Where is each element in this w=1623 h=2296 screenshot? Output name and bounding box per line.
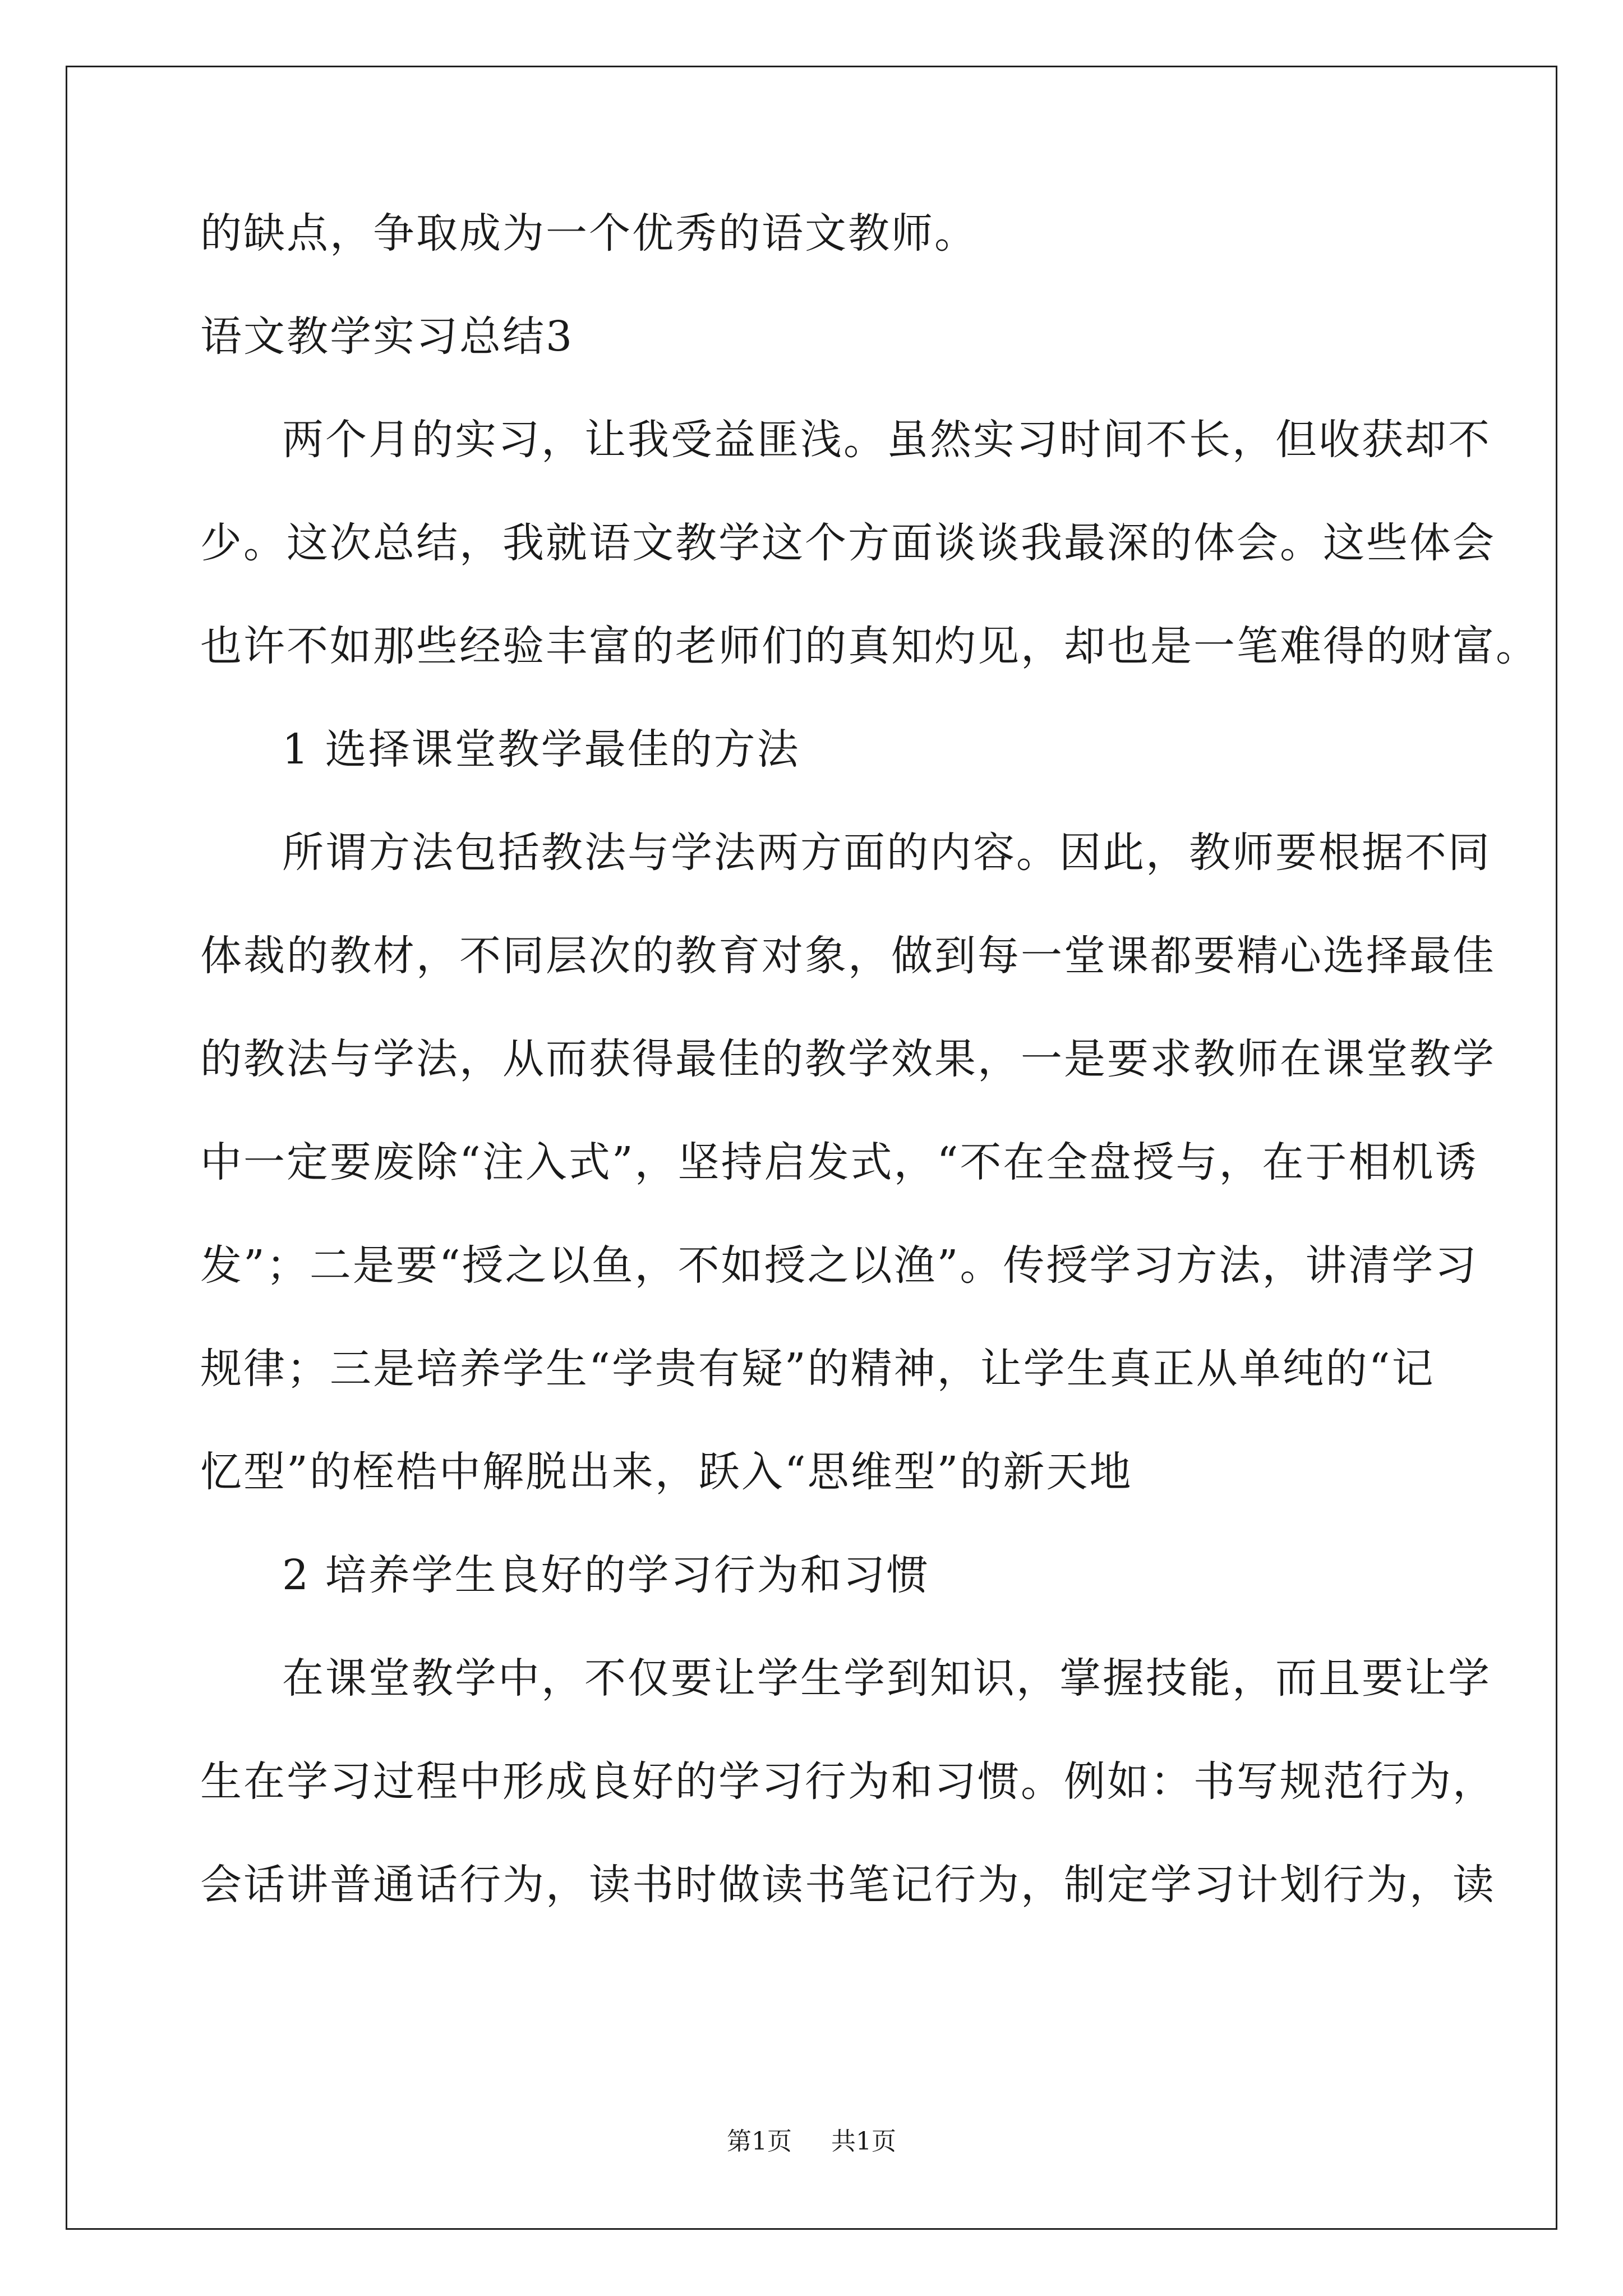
text-line: 忆型”的桎梏中解脱出来，跃入“思维型”的新天地 bbox=[200, 1448, 1133, 1496]
text-line: 生在学习过程中形成良好的学习行为和习惯。例如：书写规范行为， bbox=[200, 1757, 1496, 1806]
text-line: 少。这次总结，我就语文教学这个方面谈谈我最深的体会。这些体会 bbox=[200, 519, 1496, 567]
text-line: 也许不如那些经验丰富的老师们的真知灼见，却也是一笔难得的财富。 bbox=[200, 622, 1539, 670]
text-line: 规律；三是培养学生“学贵有疑”的精神，让学生真正从单纯的“记 bbox=[200, 1345, 1435, 1393]
text-line: 中一定要废除“注入式”，坚持启发式，“不在全盘授与，在于相机诱 bbox=[200, 1138, 1478, 1186]
text-line: 的缺点，争取成为一个优秀的语文教师。 bbox=[200, 209, 978, 257]
text-line: 体裁的教材，不同层次的教育对象，做到每一堂课都要精心选择最佳 bbox=[200, 932, 1496, 980]
page-total: 共1页 bbox=[831, 2127, 896, 2156]
page-footer bbox=[0, 2126, 1623, 2157]
text-line: 发”；二是要“授之以鱼，不如授之以渔”。传授学习方法，讲清学习 bbox=[200, 1241, 1478, 1290]
section-heading: 语文教学实习总结3 bbox=[200, 312, 574, 361]
page-number: 第1页 bbox=[727, 2127, 792, 2156]
text-line: 两个月的实习，让我受益匪浅。虽然实习时间不长，但收获却不 bbox=[282, 416, 1491, 464]
text-line: 在课堂教学中，不仅要让学生学到知识，掌握技能，而且要让学 bbox=[282, 1654, 1491, 1703]
document-body bbox=[200, 208, 1539, 1962]
text-line: 的教法与学法，从而获得最佳的教学效果，一是要求教师在课堂教学 bbox=[200, 1035, 1496, 1083]
text-line: 会话讲普通话行为，读书时做读书笔记行为，制定学习计划行为，读 bbox=[200, 1861, 1496, 1909]
subheading: 1 选择课堂教学最佳的方法 bbox=[282, 725, 800, 774]
text-line: 所谓方法包括教法与学法两方面的内容。因此，教师要根据不同 bbox=[282, 829, 1491, 877]
subheading: 2 培养学生良好的学习行为和习惯 bbox=[282, 1551, 930, 1599]
